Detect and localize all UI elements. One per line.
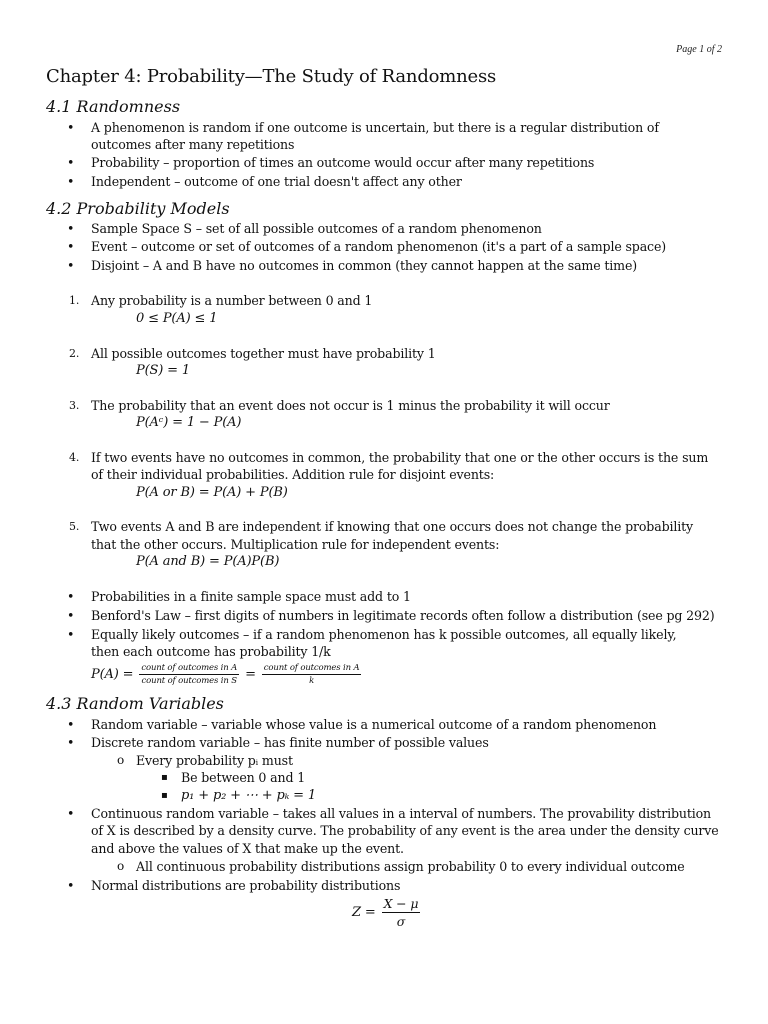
sub-sub-list-item: ▪ Be between 0 and 1 — [181, 769, 305, 787]
rule-number: 5. — [69, 520, 80, 533]
fraction — [382, 895, 421, 930]
rule-text: Any probability is a number between 0 and 1 — [91, 293, 373, 308]
rule-text: The probability that an event does not occur is 1 minus the probability it will occur — [91, 398, 610, 413]
formula: P(A or B) = P(A) + P(B) — [136, 485, 288, 500]
list-item: • Random variable – variable whose value is a numerical outcome of a random phenomenon — [91, 716, 656, 734]
page-title: Chapter 4: Probability—The Study of Randomness — [46, 66, 497, 87]
rule-text: Two events A and B are independent if knowing that one occurs does not change the probability — [91, 519, 694, 534]
list-item: • Benford's Law – first digits of numbers in legitimate records often follow a distribution (see pg 292) — [91, 607, 715, 625]
rule-number: 2. — [69, 347, 80, 360]
rule-text: All possible outcomes together must have probability 1 — [91, 346, 436, 361]
list-item-continuation: and above the values of X that make up the event. — [91, 841, 404, 856]
fraction-numerator: count of outcomes in A — [141, 663, 238, 673]
fraction-denominator: k — [309, 676, 315, 686]
list-item: • Probabilities in a finite sample space must add to 1 — [91, 588, 411, 606]
rule-item — [69, 449, 709, 467]
formula-equals: = — [245, 667, 256, 682]
equally-likely-formula — [91, 662, 363, 687]
formula: P(Aᶜ) = 1 − P(A) — [136, 415, 242, 430]
rule-number: 4. — [69, 451, 80, 464]
rule-text-continuation: of their individual probabilities. Addition rule for disjoint events: — [91, 467, 495, 482]
fraction-denominator: count of outcomes in S — [141, 676, 237, 686]
section-heading-probability-models: 4.2 Probability Models — [46, 199, 230, 218]
formula: P(S) = 1 — [136, 363, 191, 378]
fraction-denominator: σ — [396, 914, 406, 929]
list-item: • A phenomenon is random if one outcome is uncertain, but there is a regular distribution of — [91, 119, 659, 137]
formula-lhs: Z = — [352, 905, 376, 920]
fraction-numerator: count of outcomes in A — [263, 663, 360, 673]
list-item: • Sample Space S – set of all possible outcomes of a random phenomenon — [91, 220, 542, 238]
fraction-numerator: X − μ — [383, 896, 419, 911]
formula: 0 ≤ P(A) ≤ 1 — [136, 311, 218, 326]
rule-text: If two events have no outcomes in common, the probability that one or the other occurs is the sum — [91, 450, 709, 465]
section-heading-random-variables: 4.3 Random Variables — [46, 694, 224, 713]
sub-list-item: o Every probability pᵢ must — [136, 752, 293, 770]
sub-sub-list-item: ▪ p₁ + p₂ + ⋯ + pₖ = 1 — [181, 787, 316, 805]
list-item: • Event – outcome or set of outcomes of a random phenomenon (it's a part of a sample space) — [91, 238, 666, 256]
list-item: • Equally likely outcomes – if a random phenomenon has k possible outcomes, all equally likely, — [91, 626, 677, 644]
fraction — [262, 662, 362, 687]
page-number: Page 1 of 2 — [676, 44, 722, 55]
formula: P(A and B) = P(A)P(B) — [136, 554, 280, 569]
list-item: • Independent – outcome of one trial doesn't affect any other — [91, 173, 462, 191]
list-item-continuation: then each outcome has probability 1/k — [91, 644, 331, 659]
list-item-continuation: outcomes after many repetitions — [91, 137, 295, 152]
list-item: • Probability – proportion of times an outcome would occur after many repetitions — [91, 154, 594, 172]
list-item: • Normal distributions are probability distributions — [91, 877, 400, 895]
rule-item — [69, 397, 610, 415]
rule-item — [69, 518, 694, 536]
sub-list-item: o All continuous probability distributions assign probability 0 to every individual outcome — [136, 858, 685, 876]
section-heading-randomness: 4.1 Randomness — [46, 97, 181, 116]
fraction — [139, 662, 239, 687]
rule-item — [69, 345, 436, 363]
rule-number: 3. — [69, 399, 80, 412]
rule-item — [69, 292, 373, 310]
z-score-formula — [352, 895, 422, 931]
list-item-continuation: of X is described by a density curve. The probability of any event is the area under the density curve — [91, 823, 719, 838]
list-item: • Discrete random variable – has finite number of possible values — [91, 734, 489, 752]
list-item: • Continuous random variable – takes all values in a interval of numbers. The provability distribution — [91, 805, 711, 823]
formula-lhs: P(A) = — [91, 667, 134, 682]
list-item: • Disjoint – A and B have no outcomes in common (they cannot happen at the same time) — [91, 257, 637, 275]
rule-text-continuation: that the other occurs. Multiplication rule for independent events: — [91, 537, 500, 552]
rule-number: 1. — [69, 294, 80, 307]
